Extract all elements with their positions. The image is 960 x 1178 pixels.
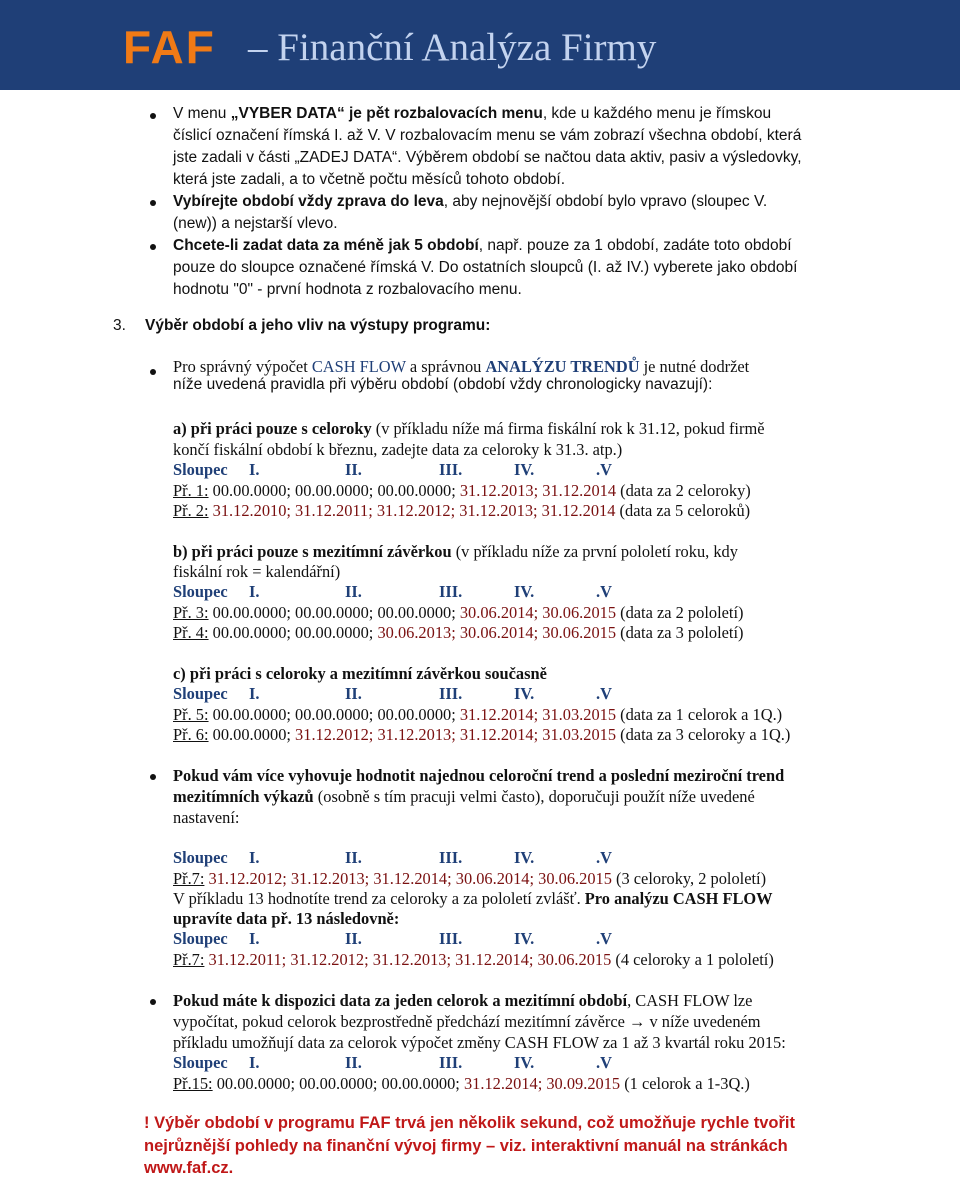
b4-line1: Pokud vám více vyhovuje hodnotit najednou celoroční trend a poslední meziroční trend bbox=[173, 766, 785, 785]
example-6: Př. 6: 00.00.0000; 31.12.2012; 31.12.2013; 31.12.2014; 31.03.2015 (data za 3 celoroky a 1Q.) bbox=[173, 725, 791, 744]
sloupec-header-e: Sloupec I. II. III. IV. .V bbox=[173, 929, 612, 948]
b5-line1: Pokud máte k dispozici data za jeden celorok a mezitímní období, CASH FLOW lze bbox=[173, 991, 753, 1010]
bullet-dot bbox=[150, 774, 156, 780]
rule-b-line1: b) při práci pouze s mezitímní závěrkou (v příkladu níže za první pololetí roku, kdy bbox=[173, 542, 738, 561]
alert-line2: nejrůznější pohledy na finanční vývoj firmy – viz. interaktivní manuál na stránkách bbox=[144, 1137, 788, 1155]
example-7b: Př.7: 31.12.2011; 31.12.2012; 31.12.2013; 31.12.2014; 30.06.2015 (4 celoroky a 1 pololetí) bbox=[173, 950, 774, 969]
rule-b-line2: fiskální rok = kalendářní) bbox=[173, 562, 341, 581]
example-15: Př.15: 00.00.0000; 00.00.0000; 00.00.0000; 31.12.2014; 30.09.2015 (1 celorok a 1-3Q.) bbox=[173, 1074, 750, 1093]
faf-logo: FAF bbox=[123, 21, 216, 73]
intro-b1-line3: jste zadali v části „ZADEJ DATA“. Výběrem období se načtou data aktiv, pasiv a výsledovky, bbox=[173, 149, 802, 166]
sloupec-header-b: Sloupec I. II. III. IV. .V bbox=[173, 582, 612, 601]
b5-line2: vypočítat, pokud celorok bezprostředně předchází mezitímní závěrce → v níže uvedeném bbox=[173, 1012, 761, 1031]
intro-b3-line2: pouze do sloupce označené římská V. Do ostatních sloupců (I. až IV.) vyberete jako období bbox=[173, 259, 798, 276]
intro-b1-line2: číslicí označení římská I. až V. V rozbalovacím menu se vám zobrazí všechna období, která bbox=[173, 127, 802, 144]
bullet-dot bbox=[150, 200, 156, 206]
example-4: Př. 4: 00.00.0000; 00.00.0000; 30.06.2013; 30.06.2014; 30.06.2015 (data za 3 pololetí) bbox=[173, 623, 744, 642]
intro-b1-line1: V menu „VYBER DATA“ je pět rozbalovacích menu, kde u každého menu je římskou bbox=[173, 105, 772, 122]
example-2: Př. 2: 31.12.2010; 31.12.2011; 31.12.2012; 31.12.2013; 31.12.2014 (data za 5 celoroků) bbox=[173, 501, 751, 520]
bullet-dot bbox=[150, 999, 156, 1005]
trend-line1: Pro správný výpočet CASH FLOW a správnou ANALÝZU TRENDŮ je nutné dodržet bbox=[173, 357, 750, 376]
intro-b1-line4: která jste zadali, a to včetně počtu měsíců tohoto období. bbox=[173, 171, 566, 188]
section-number: 3. bbox=[113, 317, 126, 334]
b4-line2: mezitímních výkazů (osobně s tím pracuji velmi často), doporučuji použít níže uvedené bbox=[173, 787, 755, 806]
sloupec-header-f: Sloupec I. II. III. IV. .V bbox=[173, 1053, 612, 1072]
bullet-dot bbox=[150, 369, 156, 375]
b4-line3: nastavení: bbox=[173, 808, 240, 827]
intro-b2-line2: (new)) a nejstarší vlevo. bbox=[173, 215, 338, 232]
example-5: Př. 5: 00.00.0000; 00.00.0000; 00.00.0000; 31.12.2014; 31.03.2015 (data za 1 celorok a 1Q.) bbox=[173, 705, 783, 724]
intro-b3-line1: Chcete-li zadat data za méně jak 5 období, např. pouze za 1 období, zadáte toto období bbox=[173, 237, 792, 254]
alert-link-faf[interactable]: www.faf.cz. bbox=[144, 1159, 234, 1177]
rule-a-line2: končí fiskální období k březnu, zadejte data za celoroky k 31.3. atp.) bbox=[173, 440, 623, 459]
alert-line1: ! Výběr období v programu FAF trvá jen několik sekund, což umožňuje rychle tvořit bbox=[144, 1114, 795, 1132]
b4-note-line1: V příkladu 13 hodnotíte trend za celoroky a za pololetí zvlášť. Pro analýzu CASH FLOW bbox=[173, 889, 773, 908]
rule-a-line1: a) při práci pouze s celoroky (v příkladu níže má firma fiskální rok k 31.12, pokud firmě bbox=[173, 419, 765, 438]
sloupec-header-d: Sloupec I. II. III. IV. .V bbox=[173, 848, 612, 867]
page-header bbox=[0, 0, 960, 90]
bullet-dot bbox=[150, 244, 156, 250]
bullet-dot bbox=[150, 113, 156, 119]
example-1: Př. 1: 00.00.0000; 00.00.0000; 00.00.0000; 31.12.2013; 31.12.2014 (data za 2 celoroky) bbox=[173, 481, 751, 500]
trend-line2: níže uvedená pravidla při výběru období (období vždy chronologicky navazují): bbox=[173, 376, 713, 393]
intro-b3-line3: hodnotu "0" - první hodnota z rozbalovacího menu. bbox=[173, 281, 522, 298]
section-title: Výběr období a jeho vliv na výstupy programu: bbox=[145, 317, 491, 334]
b4-note-line2: upravíte data př. 13 následovně: bbox=[173, 909, 400, 928]
sloupec-header-c: Sloupec I. II. III. IV. .V bbox=[173, 684, 612, 703]
intro-b2-line1: Vybírejte období vždy zprava do leva, aby nejnovější období bylo vpravo (sloupec V. bbox=[173, 193, 768, 210]
rule-c-line1: c) při práci s celoroky a mezitímní závěrkou současně bbox=[173, 664, 547, 683]
b5-line3: příkladu umožňují data za celorok výpočet změny CASH FLOW za 1 až 3 kvartál roku 2015: bbox=[173, 1033, 786, 1052]
header-title: – Finanční Analýza Firmy bbox=[248, 26, 657, 69]
sloupec-header-a: Sloupec I. II. III. IV. .V bbox=[173, 460, 612, 479]
example-7a: Př.7: 31.12.2012; 31.12.2013; 31.12.2014; 30.06.2014; 30.06.2015 (3 celoroky, 2 pololetí) bbox=[173, 869, 767, 888]
example-3: Př. 3: 00.00.0000; 00.00.0000; 00.00.0000; 30.06.2014; 30.06.2015 (data za 2 pololetí) bbox=[173, 603, 744, 622]
